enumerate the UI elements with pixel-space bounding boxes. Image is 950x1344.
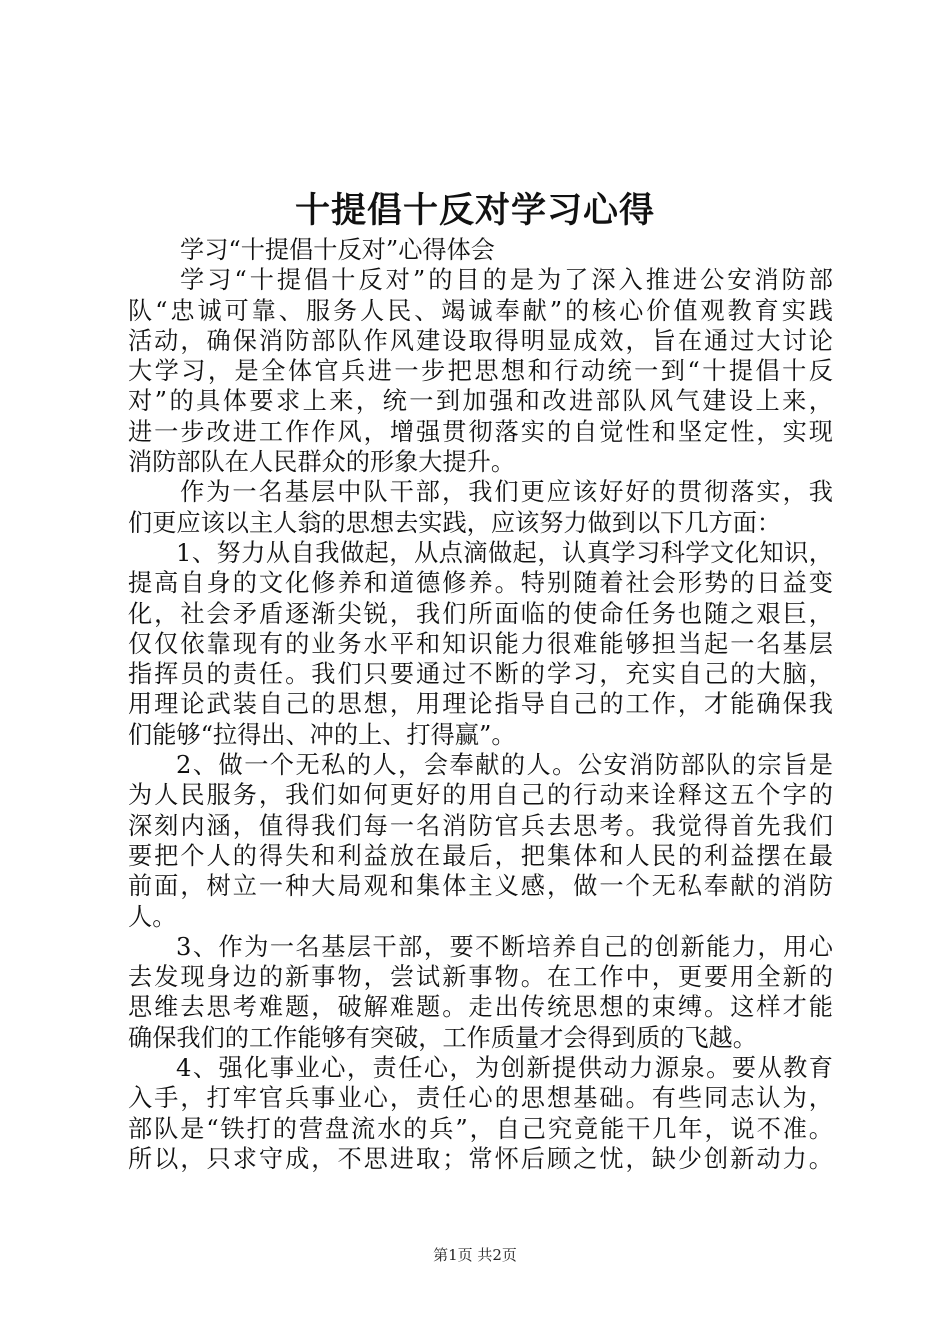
paragraph-line: 队“忠诚可靠、服务人民、竭诚奉献”的核心价值观教育实践	[128, 296, 833, 325]
page-number-footer: 第1页 共2页	[433, 1246, 517, 1264]
document-body	[128, 235, 833, 1174]
paragraph-line: 仅仅依靠现有的业务水平和知识能力很难能够担当起一名基层	[128, 629, 833, 658]
paragraph-line: 提高自身的文化修养和道德修养。特别随着社会形势的日益变	[128, 569, 833, 598]
document-title: 十提倡十反对学习心得	[294, 191, 655, 231]
paragraph-line: 化，社会矛盾逐渐尖锐，我们所面临的使命任务也随之艰巨，	[128, 599, 833, 628]
paragraph-line: 3、作为一名基层干部，要不断培养自己的创新能力，用心	[176, 932, 833, 961]
paragraph-line: 对”的具体要求上来，统一到加强和改进部队风气建设上来，	[128, 387, 833, 416]
paragraph-line: 活动，确保消防部队作风建设取得明显成效，旨在通过大讨论	[128, 326, 833, 355]
paragraph-line: 大学习，是全体官兵进一步把思想和行动统一到“十提倡十反	[128, 357, 833, 386]
paragraph-line: 深刻内涵，值得我们每一名消防官兵去思考。我觉得首先我们	[128, 811, 833, 840]
paragraph-line: 所以，只求守成，不思进取；常怀后顾之忧，缺少创新动力。	[128, 1144, 833, 1173]
paragraph-line: 4、强化事业心，责任心，为创新提供动力源泉。要从教育	[176, 1054, 833, 1083]
paragraph-line: 思维去思考难题，破解难题。走出传统思想的束缚。这样才能	[128, 993, 833, 1022]
paragraph-line: 确保我们的工作能够有突破，工作质量才会得到质的飞越。	[128, 1023, 757, 1052]
paragraph-line: 1、努力从自我做起，从点滴做起，认真学习科学文化知识，	[176, 538, 833, 567]
paragraph-line: 们能够“拉得出、冲的上、打得赢”。	[128, 720, 516, 749]
paragraph-line: 要把个人的得失和利益放在最后，把集体和人民的利益摆在最	[128, 841, 833, 870]
paragraph-line: 进一步改进工作作风，增强贯彻落实的自觉性和坚定性，实现	[128, 417, 833, 446]
paragraph-line: 为人民服务，我们如何更好的用自己的行动来诠释这五个字的	[128, 781, 833, 810]
paragraph-line: 们更应该以主人翁的思想去实践，应该努力做到以下几方面：	[128, 508, 782, 537]
document-subtitle: 学习“十提倡十反对”心得体会	[180, 236, 495, 264]
paragraph-line: 入手，打牢官兵事业心，责任心的思想基础。有些同志认为，	[128, 1084, 833, 1113]
paragraph-line: 去发现身边的新事物，尝试新事物。在工作中，更要用全新的	[128, 963, 833, 992]
paragraph-line: 部队是“铁打的营盘流水的兵”，自己究竟能干几年，说不准。	[128, 1114, 833, 1143]
paragraph-line: 指挥员的责任。我们只要通过不断的学习，充实自己的大脑，	[128, 660, 833, 689]
paragraph-line: 学习“十提倡十反对”的目的是为了深入推进公安消防部	[180, 266, 833, 295]
paragraph-line: 消防部队在人民群众的形象大提升。	[128, 448, 516, 477]
paragraph-line: 用理论武装自己的思想，用理论指导自己的工作，才能确保我	[128, 690, 833, 719]
paragraph-line: 作为一名基层中队干部，我们更应该好好的贯彻落实，我	[180, 478, 833, 507]
paragraph-line: 前面，树立一种大局观和集体主义感，做一个无私奉献的消防	[128, 872, 833, 901]
paragraph-line: 人。	[128, 902, 177, 931]
paragraph-line: 2、做一个无私的人，会奉献的人。公安消防部队的宗旨是	[176, 751, 833, 780]
